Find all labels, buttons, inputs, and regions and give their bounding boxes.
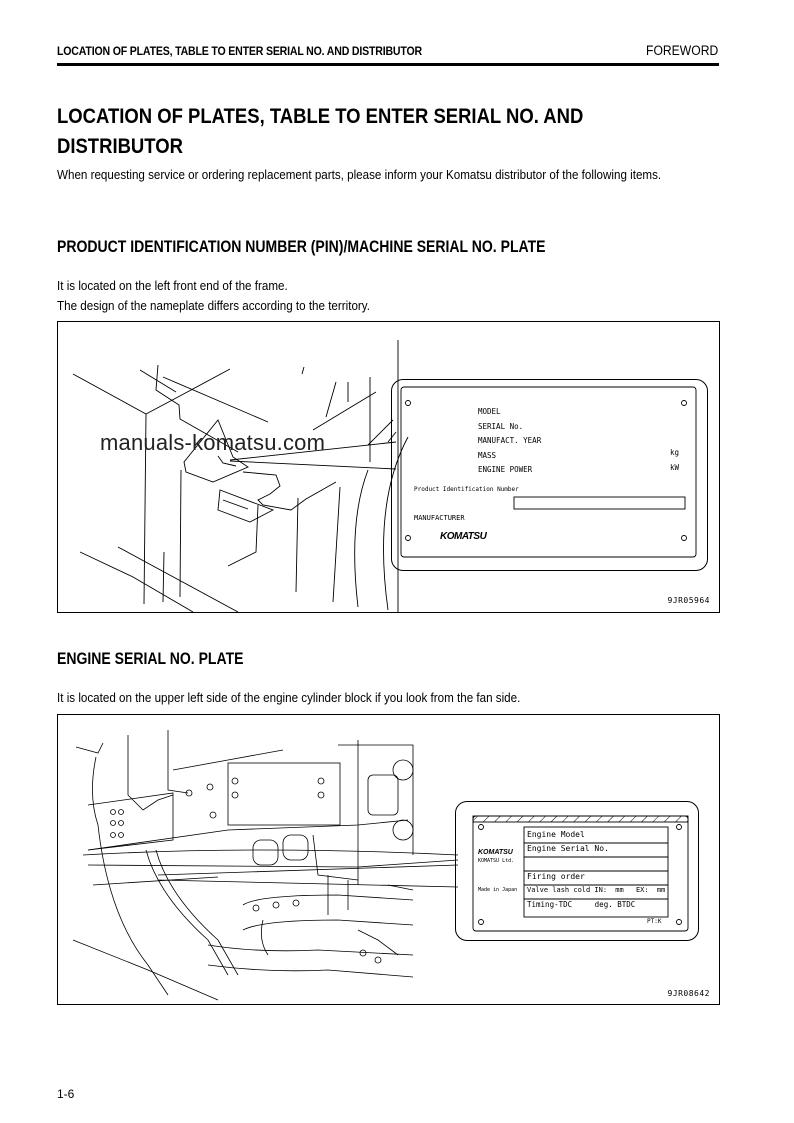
engine-plate-komatsu-logo: KOMATSU (478, 849, 513, 856)
engine-plate-row-model: Engine Model (527, 830, 585, 839)
plate-unit-power: kW (670, 463, 680, 472)
engine-location-text: It is located on the upper left side of the engine cylinder block if you look from the fan side. (57, 691, 521, 705)
engine-plate-company: KOMATSU Ltd. (478, 858, 515, 864)
pin-plate-drawing (58, 322, 719, 612)
engine-plate-row-valve: Valve lash cold IN: mm EX: mm (527, 886, 666, 894)
plate-field-model: MODEL (478, 407, 501, 416)
komatsu-logo: KOMATSU (440, 531, 487, 542)
figure-pin-plate (57, 321, 720, 613)
engine-plate-row-firing: Firing order (527, 872, 585, 881)
plate-pin-label: Product Identification Number (414, 486, 519, 493)
engine-plate-drawing (58, 715, 719, 1004)
header-rule (57, 63, 719, 66)
running-header-title: LOCATION OF PLATES, TABLE TO ENTER SERIAL NO. AND DISTRIBUTOR (57, 44, 422, 58)
page-title: LOCATION OF PLATES, TABLE TO ENTER SERIAL NO. AND DISTRIBUTOR (57, 105, 584, 158)
running-header-chapter: FOREWORD (645, 43, 718, 58)
figure-code: 9JR08642 (667, 989, 710, 998)
section-heading-engine-plate: ENGINE SERIAL NO. PLATE (57, 650, 244, 668)
intro-text: When requesting service or ordering replacement parts, please inform your Komatsu distributor of the following items. (57, 168, 662, 182)
pin-plate-fields (478, 405, 541, 478)
figure-engine-plate (57, 714, 720, 1005)
pin-location-text: It is located on the left front end of the frame. (57, 279, 288, 293)
engine-plate-row-serial: Engine Serial No. (527, 844, 609, 853)
plate-field-power: ENGINE POWER (478, 465, 533, 474)
plate-field-year: MANUFACT. YEAR (478, 436, 542, 445)
watermark: manuals-komatsu.com (100, 430, 326, 455)
plate-field-mass: MASS (478, 450, 497, 460)
plate-field-serial: SERIAL No. (478, 421, 524, 431)
engine-plate-row-timing: Timing-TDC deg. BTDC (527, 900, 636, 909)
page-number: 1-6 (57, 1087, 75, 1101)
section-heading-pin-plate: PRODUCT IDENTIFICATION NUMBER (PIN)/MACHINE SERIAL NO. PLATE (57, 238, 546, 256)
plate-manufacturer-label: MANUFACTURER (414, 514, 465, 522)
pin-design-text: The design of the nameplate differs according to the territory. (57, 299, 370, 313)
figure-code: 9JR05964 (667, 596, 710, 605)
engine-plate-code: PT:K (647, 918, 662, 925)
engine-plate-made-in: Made in Japan (478, 887, 518, 893)
plate-unit-mass: kg (670, 448, 680, 457)
